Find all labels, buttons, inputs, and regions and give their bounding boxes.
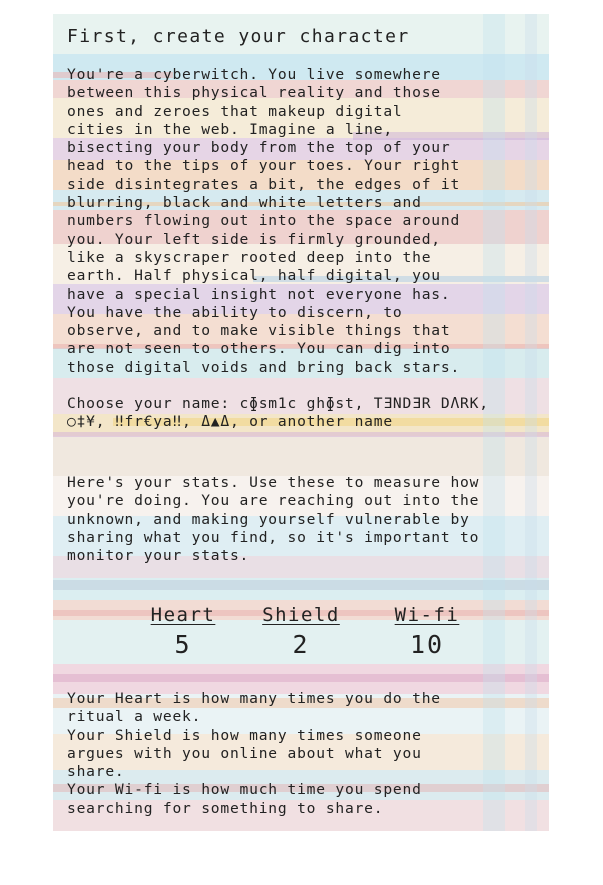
stat-value: 2 <box>292 630 310 659</box>
stat-label: Wi-fi <box>394 604 460 626</box>
name-choices <box>67 395 547 432</box>
name-choices-line: ○‡¥, ‼fr€ya‼, Δ▲Δ, or another name <box>67 413 393 431</box>
name-choices-line: Choose your name: cɸsm1c ghɸst, TƎNDƎR DΛRK, <box>67 395 489 412</box>
stat-value: 10 <box>409 630 445 659</box>
stats-description: Your Heart is how many times you do the ritual a week. Your Shield is how many times someone argues with you online about what you share. Your Wi-fi is how much time you spend searching for something to share. <box>67 690 441 817</box>
page-title: First, create your character <box>67 26 410 47</box>
stat-wifi <box>389 604 465 659</box>
intro-paragraph: You're a cyberwitch. You live somewhere between this physical reality and those ones and zeroes that makeup digital cities in the web. Imagine a line, bisecting your body from the top of your head to the tips of your toes. Your right side disintegrates a bit, the edges of it blurring, black and white letters and numbers flowing out into the space around you. Your left side is firmly grounded, like a skyscraper rooted deep into the earth. Half physical, half digital, you have a special insight not everyone has. You have the ability to discern, to observe, and to make visible things that are not seen to others. You can dig into those digital voids and bring back stars. <box>67 66 461 376</box>
stats-intro-paragraph: Here's your stats. Use these to measure how you're doing. You are reaching out into the unknown, and making yourself vulnerable by sharing what you find, so it's important to monitor your stats. <box>67 474 480 565</box>
stat-value: 5 <box>174 630 192 659</box>
stat-label: Shield <box>262 604 340 626</box>
stat-heart <box>143 604 223 659</box>
stat-label: Heart <box>150 604 216 626</box>
character-page <box>67 26 547 817</box>
stat-shield <box>259 604 343 659</box>
